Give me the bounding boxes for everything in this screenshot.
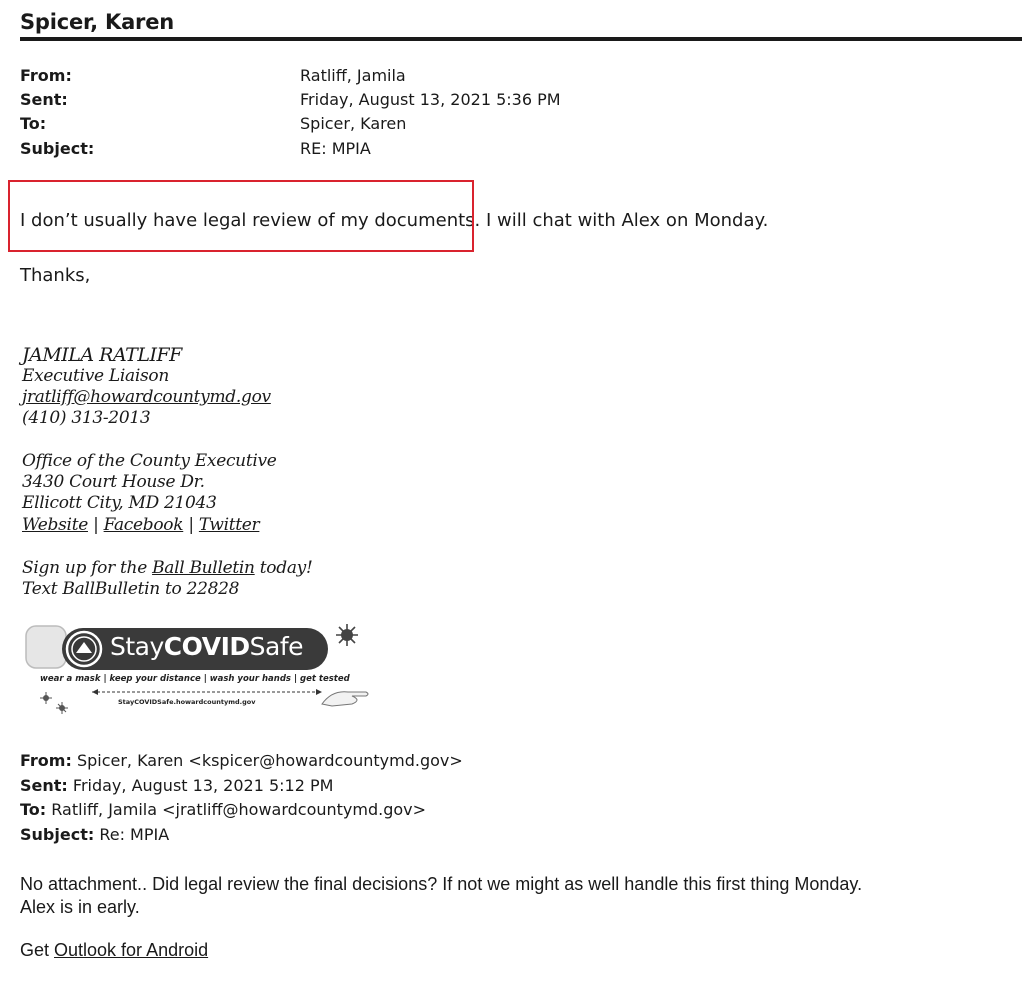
- signature-title: Executive Liaison: [22, 366, 169, 386]
- signature-address-2: Ellicott City, MD 21043: [22, 493, 217, 513]
- stay-covid-safe-banner[interactable]: [22, 618, 382, 718]
- highlighted-sentence: I don’t usually have legal review of my documents.: [20, 210, 481, 231]
- closing-text: Thanks,: [20, 265, 91, 286]
- sent-value: Friday, August 13, 2021 5:36 PM: [300, 90, 561, 109]
- link-separator: |: [87, 515, 104, 535]
- document-title: Spicer, Karen: [20, 10, 174, 34]
- banner-title: [110, 632, 303, 661]
- text-bulletin-line: Text BallBulletin to 22828: [22, 579, 240, 599]
- signup-line: [22, 558, 313, 578]
- quoted-subject-value: Re: MPIA: [94, 825, 170, 844]
- virus-icon: [56, 702, 68, 714]
- quoted-to-line: [20, 800, 426, 819]
- red-highlight-box: [8, 180, 474, 252]
- subject-label: Subject:: [20, 139, 95, 158]
- outlook-prefix: Get: [20, 940, 55, 960]
- signature-office: Office of the County Executive: [22, 451, 277, 471]
- banner-url: StayCOVIDSafe.howardcountymd.gov: [118, 698, 256, 706]
- subject-value: RE: MPIA: [300, 139, 371, 158]
- twitter-link[interactable]: Twitter: [198, 515, 260, 535]
- signature-phone: (410) 313-2013: [22, 408, 151, 428]
- quoted-subject-line: [20, 825, 169, 844]
- quoted-sent-value: Friday, August 13, 2021 5:12 PM: [67, 776, 334, 795]
- banner-safe: Safe: [249, 632, 304, 661]
- signature-email[interactable]: jratliff@howardcountymd.gov: [22, 387, 271, 407]
- signature-email-link[interactable]: [22, 387, 271, 407]
- virus-icon: [40, 692, 52, 704]
- signup-suffix: today!: [254, 558, 313, 578]
- ball-bulletin-link[interactable]: Ball Bulletin: [152, 558, 255, 578]
- message-line-1-rest: I will chat with Alex on Monday.: [480, 210, 769, 231]
- quoted-to-label: To:: [20, 800, 47, 819]
- outlook-line: [20, 940, 208, 961]
- quoted-sent-label: Sent:: [20, 776, 68, 795]
- virus-icon: [336, 624, 358, 646]
- title-divider: [20, 37, 1022, 41]
- quoted-from-label: From:: [20, 751, 72, 770]
- website-link[interactable]: Website: [22, 515, 88, 535]
- quoted-subject-label: Subject:: [20, 825, 95, 844]
- quoted-body-line-2: Alex is in early.: [20, 897, 140, 917]
- outlook-android-link[interactable]: Outlook for Android: [54, 940, 209, 960]
- sent-label: Sent:: [20, 90, 68, 109]
- quoted-sent-line: [20, 776, 333, 795]
- to-value: Spicer, Karen: [300, 114, 407, 133]
- soap-icon: [26, 626, 66, 668]
- to-label: To:: [20, 114, 47, 133]
- from-value: Ratliff, Jamila: [300, 66, 406, 85]
- from-label: From:: [20, 66, 72, 85]
- signature-name: JAMILA RATLIFF: [22, 344, 182, 366]
- signup-prefix: Sign up for the: [22, 558, 153, 578]
- link-separator: |: [183, 515, 199, 535]
- banner-tagline: wear a mask | keep your distance | wash your hands | get tested: [40, 674, 350, 684]
- facebook-link[interactable]: Facebook: [103, 515, 184, 535]
- quoted-body-line-1: No attachment.. Did legal review the final decisions? If not we might as well handle this first thing Monday.: [20, 874, 863, 894]
- quoted-from-value: Spicer, Karen <kspicer@howardcountymd.gov>: [71, 751, 463, 770]
- hand-icon: [322, 692, 368, 706]
- banner-stay: Stay: [110, 632, 164, 661]
- quoted-to-value: Ratliff, Jamila <jratliff@howardcountymd.gov>: [46, 800, 427, 819]
- signature-social-links: [22, 515, 259, 535]
- signature-address-1: 3430 Court House Dr.: [22, 472, 205, 492]
- banner-covid: COVID: [163, 632, 250, 661]
- quoted-from-line: [20, 751, 463, 770]
